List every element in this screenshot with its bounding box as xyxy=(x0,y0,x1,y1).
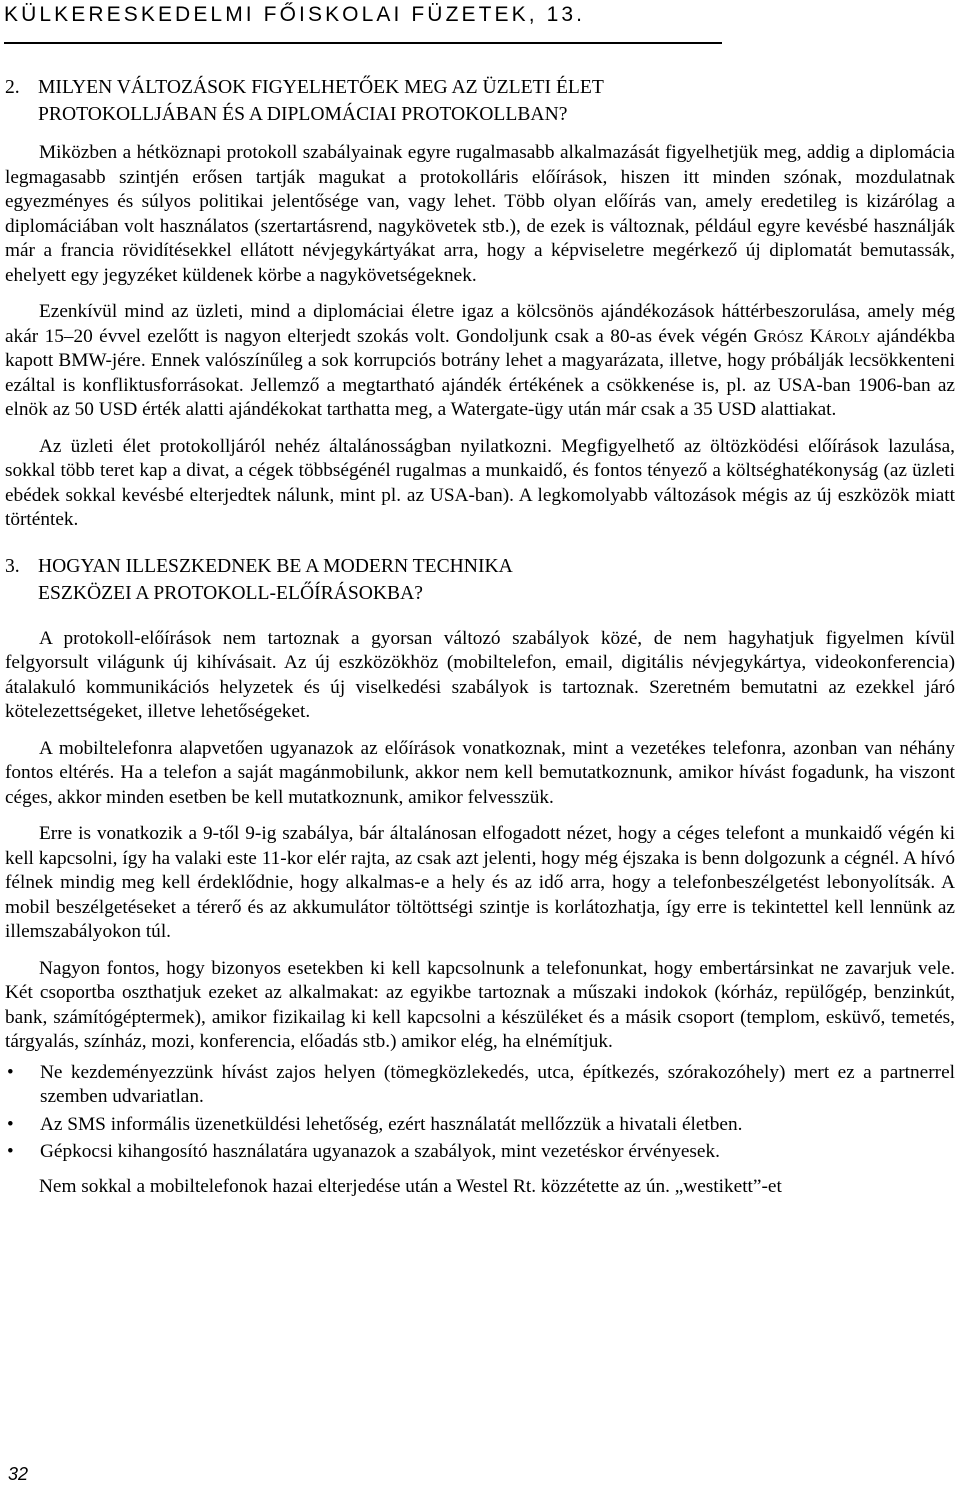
body-paragraph: A mobiltelefonra alapvetően ugyanazok az előírások vonatkoznak, mint a vezetékes telefonra, azonban van néhány fontos eltérés. Ha a telefon a saját magánmobilunk, akkor nem kell bemutatkoznunk, amikor hívást fogadunk, ha viszont céges, akkor minden esetben be kell mutatkoznunk, amikor felvesszük. xyxy=(5,737,955,808)
list-item-text: Gépkocsi kihangosító használatára ugyanazok a szabályok, mint vezetéskor érvényesek. xyxy=(40,1141,720,1162)
section-heading-3 xyxy=(5,553,955,607)
section-heading-2 xyxy=(5,74,955,128)
section-title xyxy=(38,74,955,128)
body-paragraph: Az üzleti élet protokolljáról nehéz általánosságban nyilatkozni. Megfigyelhető az öltözködési előírások lazulása, sokkal több teret kap a divat, a cégek többségénél rugalmas a munkaidő, és fontos tényező a költséghatékonyság (az üzleti ebédek sokkal kevésbé elterjedtek nálunk, mint pl. az USA-ban). A legkomolyabb változások mégis az új eszközök miatt történtek. xyxy=(5,435,955,530)
paragraph-text: Miközben a hétköznapi protokoll szabályainak egyre rugalmasabb alkalmazását figyelhetjük meg, addig a diplomácia legmagasabb szintjén erősen tartják magukat a protokolláris előírások, hiszen itt minden szónak, mozdulatnak egyezményes és súlyos politikai jelentősége van, vagy lehet. xyxy=(5,142,955,212)
list-item xyxy=(5,1140,955,1165)
section-title-line: ESZKÖZEI A PROTOKOLL-ELŐÍRÁSOKBA? xyxy=(38,582,423,604)
body-paragraph: A protokoll-előírások nem tartoznak a gyorsan változó szabályok közé, de nem hagyhatjuk figyelmen kívül felgyorsult világunk új kihívásait. Az új eszközökhöz (mobiltelefon, email, digitális névjegykártya, videokonferencia) átalakuló kommunikációs helyzetek és új viselkedési szabályok is tartoznak. Szeretném bemutatni az ezekkel járó kötelezettségeket, illetve lehetőségeket. xyxy=(5,627,955,722)
list-item xyxy=(5,1113,955,1138)
page-body xyxy=(5,74,955,1211)
section-title-line: PROTOKOLLJÁBAN ÉS A DIPLOMÁCIAI PROTOKOLLBAN? xyxy=(38,104,568,125)
paragraph-text: Ezenkívül mind az üzleti, mind a diplomáciai életre igaz a kölcsönös ajándékozások háttérbeszorulása, amely még akár 15–20 évvel ezelőtt is nagyon elterjedt szokás volt. Gondoljunk csak a 80-as évek végén xyxy=(5,301,955,347)
bullet-list xyxy=(5,1061,955,1165)
running-header: KÜLKERESKEDELMI FŐISKOLAI FÜZETEK, 13. xyxy=(4,3,586,26)
body-paragraph: Nem sokkal a mobiltelefonok hazai elterjedése után a Westel Rt. közzétette az ún. „westikett”-et xyxy=(39,1175,782,1197)
list-item-text: Az SMS informális üzenetküldési lehetőség, ezért használatát mellőzzük a hivatali életben. xyxy=(40,1113,743,1135)
body-paragraph: Erre is vonatkozik a 9-től 9-ig szabálya, bár általánosan elfogadott nézet, hogy a céges telefont a munkaidő végén ki kell kapcsolni, így ha valaki este 11-kor elér rajta, az csak azt jelenti, hogy még éjszaka is benn dolgozunk a cégnél. A hívó félnek mindig meg kell érdeklődnie, hogy alkalmas-e a hely és az idő arra, hogy a telefonbeszélgetést lebonyolítsák. A mobil beszélgetéseket a térerő és az akkumulátor töltöttségi szintje is korlátozhatja, így erre is tekintettel kell lennünk az illemszabályokon túl. xyxy=(5,823,955,942)
section-number: 2. xyxy=(5,77,20,98)
paragraph-text: Több olyan előírás van, amely eredetileg is kizárólag a diplomáciában volt használatos (szertartásrend, nagykövetek stb.), de ezek is változnak, például egyre kevésbé használják már a francia rövidítésekkel ellátott névjegykártyákat arra, hogy a képviseletre megérkező új diplomatát bemutassák, ehelyett egy jegyzéket küldenek körbe a nagykövetségeknek. xyxy=(5,191,955,286)
header-rule xyxy=(4,42,722,44)
body-paragraph xyxy=(5,300,955,423)
bullet-icon: • xyxy=(7,1141,14,1162)
body-paragraph xyxy=(5,141,955,288)
person-name: Grósz Károly xyxy=(753,325,871,347)
section-title-line: HOGYAN ILLESZKEDNEK BE A MODERN TECHNIKA xyxy=(38,555,513,577)
list-item xyxy=(5,1061,955,1110)
section-title xyxy=(38,553,955,607)
body-paragraph: Nagyon fontos, hogy bizonyos esetekben ki kell kapcsolnunk a telefonunkat, hogy embertársinkat ne zavarjuk vele. Két csoportba oszthatjuk ezeket az alkalmakat: az egyikbe tartoznak a műszaki indokok (kórház, repülőgép, benzinkút, bank, számítógéptermek), amikor fizikailag ki kell kapcsolni a készüléket és a másik csoport (templom, esküvő, temetés, tárgyalás, színház, mozi, konferencia, előadás stb.) amikor elég, ha elnémítjuk. xyxy=(5,957,955,1052)
section-title-line: MILYEN VÁLTOZÁSOK FIGYELHETŐEK MEG AZ ÜZLETI ÉLET xyxy=(38,77,604,98)
list-item-text: Ne kezdeményezzünk hívást zajos helyen (tömegközlekedés, utca, építkezés, szórakozóhely) mert ez a partnerrel szemben udvariatlan. xyxy=(40,1061,955,1107)
bullet-icon: • xyxy=(7,1061,14,1083)
page-number: 32 xyxy=(8,1464,29,1484)
paragraph-text: ajándékba kapott BMW-jére. Ennek valószínűleg a sok korrupciós botrány lehet a magyarázata, illetve, hogy próbálják lecsökkenteni ezáltal is konfliktusforrásokat. Jellemző a megtartható ajándék értékének a csökkenése is, pl. az USA-ban 1906-ban az elnök az 50 USD érték alatti ajándékokat tarthatta meg, a Watergate-ügy után már csak a 35 USD alattiakat. xyxy=(5,325,956,420)
section-number: 3. xyxy=(5,555,20,577)
bullet-icon: • xyxy=(7,1113,14,1135)
